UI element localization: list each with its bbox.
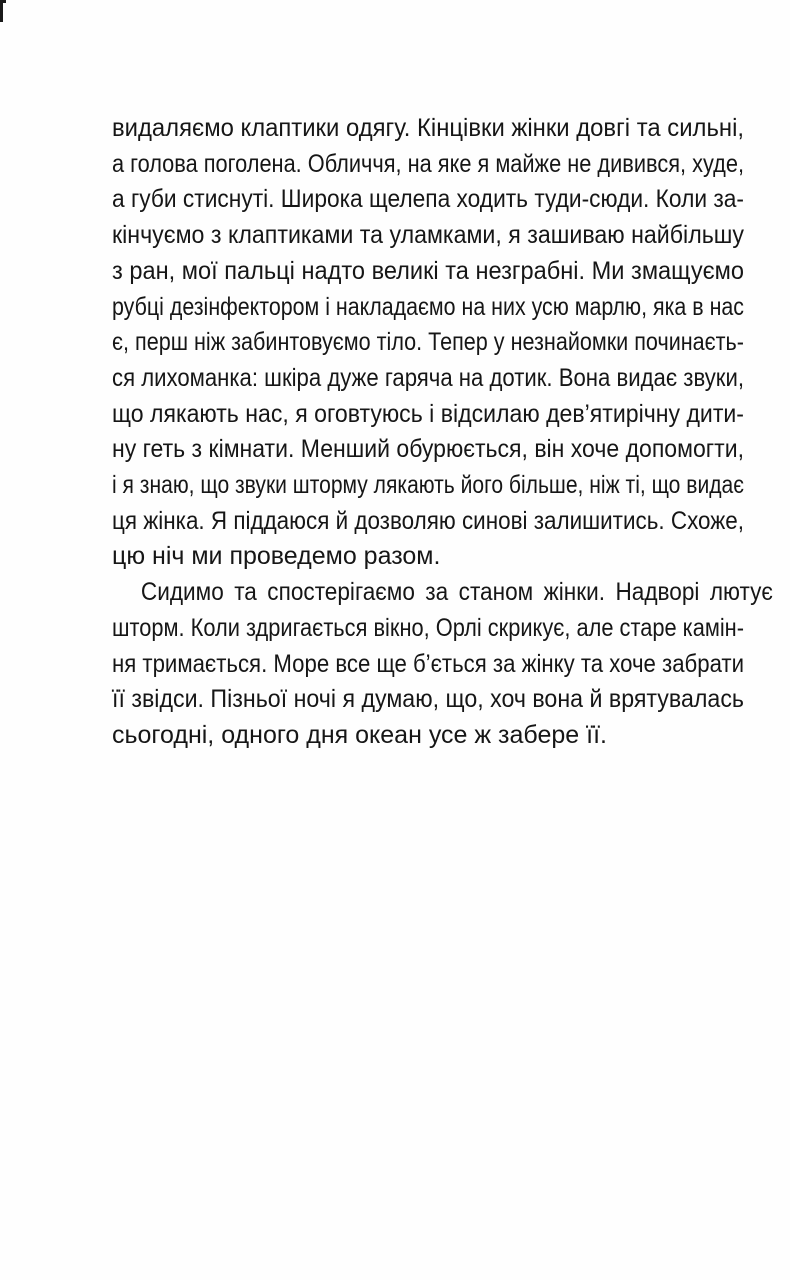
paragraph-1	[112, 111, 744, 575]
body-text	[112, 111, 773, 754]
text-line: Сидимо та спостерігаємо за станом жінки. Надворі лютує	[140, 578, 773, 607]
text-line: а голова поголена. Обличчя, на яке я майже не дивився, худе,	[112, 149, 744, 178]
text-line: і я знаю, що звуки шторму лякають його більше, ніж ті, що видає	[112, 471, 744, 500]
text-line: сьогодні, одного дня океан усе ж забере її.	[112, 720, 607, 749]
scan-corner-mark	[0, 0, 6, 22]
text-line: ня тримається. Море все ще б’ється за жінку та хоче забрати	[112, 649, 744, 678]
paragraph-2	[112, 575, 773, 754]
text-line: видаляємо клаптики одягу. Кінцівки жінки довгі та сильні,	[112, 114, 744, 142]
text-line: з ран, мої пальці надто великі та незграбні. Ми змащуємо	[112, 256, 744, 285]
text-line: рубці дезінфектором і накладаємо на них усю марлю, яка в нас	[112, 292, 744, 321]
text-line: що лякають нас, я оговтуюсь і відсилаю дев’ятирічну дити-	[112, 399, 744, 428]
text-line: ся лихоманка: шкіра дуже гаряча на дотик. Вона видає звуки,	[112, 363, 744, 392]
text-line: є, перш ніж забинтовуємо тіло. Тепер у незнайомки починаєть-	[112, 328, 744, 357]
text-line: шторм. Коли здригається вікно, Орлі скрикує, але старе камін-	[112, 613, 744, 642]
text-line: її звідси. Пізньої ночі я думаю, що, хоч вона й врятувалась	[112, 685, 744, 714]
text-line: кінчуємо з клаптиками та уламками, я зашиваю найбільшу	[112, 221, 744, 250]
text-line: цю ніч ми проведемо разом.	[112, 542, 441, 571]
text-line: а губи стиснуті. Широка щелепа ходить туди-сюди. Коли за-	[112, 185, 744, 214]
text-line: ну геть з кімнати. Менший обурюється, він хоче допомогти,	[112, 435, 744, 464]
text-line: ця жінка. Я піддаюся й дозволяю синові залишитись. Схоже,	[112, 506, 744, 535]
